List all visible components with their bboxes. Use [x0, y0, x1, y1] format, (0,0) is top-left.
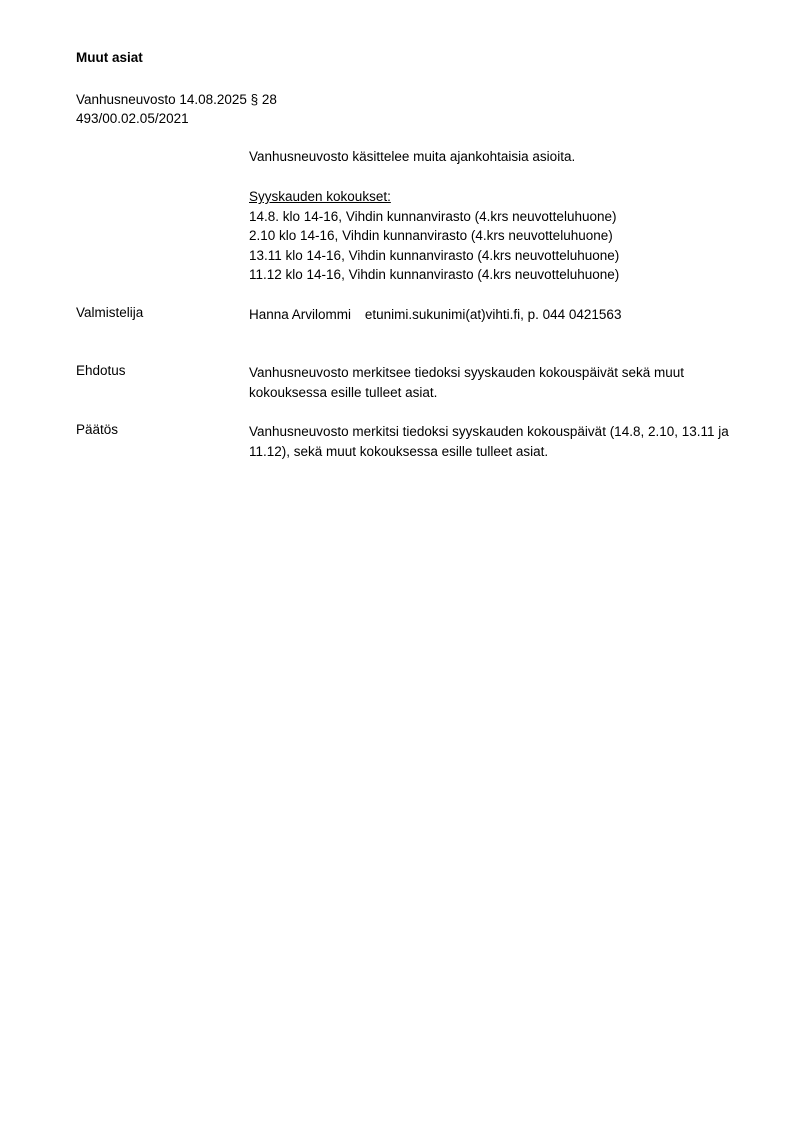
meeting-item: 2.10 klo 14-16, Vihdin kunnanvirasto (4.krs neuvotteluhuone)	[249, 228, 613, 243]
meetings-list	[249, 187, 619, 285]
record-id: 493/00.02.05/2021	[76, 111, 189, 126]
preparer-label: Valmistelija	[76, 305, 144, 320]
preparer-name: Hanna Arvilommi	[249, 307, 352, 322]
decision-text: Vanhusneuvosto merkitsi tiedoksi syyskauden kokouspäivät (14.8, 2.10, 13.11 ja 11.12), sekä muut kokouksessa esille tulleet asiat.	[249, 424, 729, 459]
decision-label: Päätös	[76, 422, 119, 437]
meeting-meta	[76, 90, 277, 128]
meeting-item: 11.12 klo 14-16, Vihdin kunnanvirasto (4.krs neuvotteluhuone)	[249, 267, 620, 282]
meeting-item: 13.11 klo 14-16, Vihdin kunnanvirasto (4.krs neuvotteluhuone)	[249, 247, 620, 263]
meeting-reference: Vanhusneuvosto 14.08.2025 § 28	[76, 92, 277, 107]
proposal-text: Vanhusneuvosto merkitsee tiedoksi syyskauden kokouspäivät sekä muut kokouksessa esille tulleet asiat.	[249, 365, 684, 400]
preparer-contact: etunimi.sukunimi(at)vihti.fi, p. 044 0421563	[364, 307, 622, 322]
document-heading: Muut asiat	[76, 50, 143, 65]
intro-text: Vanhusneuvosto käsittelee muita ajankohtaisia asioita.	[249, 149, 576, 164]
proposal-label: Ehdotus	[76, 363, 126, 378]
preparer-value	[249, 305, 729, 325]
meeting-item: 14.8. klo 14-16, Vihdin kunnanvirasto (4.krs neuvotteluhuone)	[249, 208, 617, 224]
meetings-heading: Syyskauden kokoukset:	[249, 189, 391, 204]
